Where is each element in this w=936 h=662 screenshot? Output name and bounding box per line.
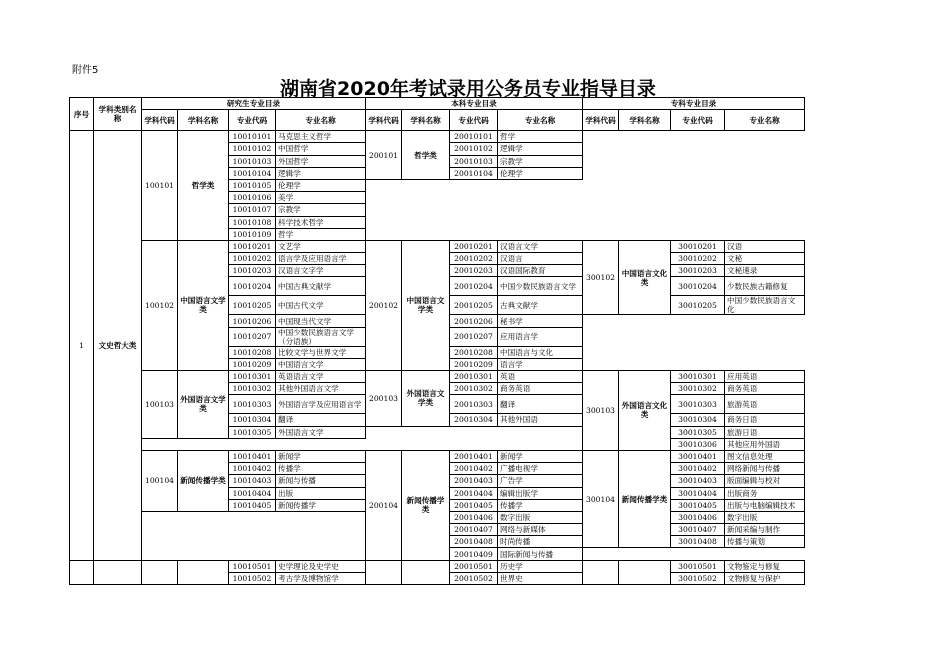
jr-major-name: 其他应用外国语 — [725, 438, 805, 450]
jr-subject-name: 中国语言文化类 — [619, 240, 671, 315]
grad-major-name: 中国古代文学 — [276, 296, 366, 315]
grad-major-code: 10010302 — [229, 383, 276, 395]
category-name-cell-next — [94, 560, 142, 584]
grad-major-code: 10010403 — [229, 475, 276, 487]
major-catalog-table — [69, 97, 805, 585]
jr-subject-name: 外国语言文化类 — [619, 371, 671, 451]
jr-subject-name — [619, 560, 671, 584]
grad-major-name: 中国语言文学 — [276, 358, 366, 370]
jr-major-code: 30010303 — [671, 395, 725, 414]
grad-empty — [142, 438, 366, 450]
jr-major-name: 商务日语 — [725, 414, 805, 426]
seq-cell: 1 — [70, 131, 94, 560]
grad-catalog-header: 研究生专业目录 — [142, 98, 366, 110]
jr-major-name: 文秘 — [725, 253, 805, 265]
grad-major-code: 10010107 — [229, 204, 276, 216]
jr-major-name: 出版与电脑编辑技术 — [725, 499, 805, 511]
jr-major-code: 30010301 — [671, 371, 725, 383]
page-title: 湖南省2020年考试录用公务员专业指导目录 — [280, 78, 656, 100]
subject-name-header: 学科名称 — [178, 110, 229, 131]
jr-major-code: 30010502 — [671, 572, 725, 584]
jr-major-code: 30010408 — [671, 536, 725, 548]
undergrad-catalog-header: 本科专业目录 — [366, 98, 583, 110]
jr-major-name: 图文信息处理 — [725, 450, 805, 462]
grad-subject-code: 100103 — [142, 371, 178, 439]
ug-major-code: 20010402 — [450, 463, 498, 475]
ug-major-code: 20010204 — [450, 277, 498, 296]
jr-empty — [583, 548, 805, 560]
jr-major-code: 30010304 — [671, 414, 725, 426]
jr-major-code: 30010402 — [671, 463, 725, 475]
ug-major-code: 20010408 — [450, 536, 498, 548]
grad-subject-code — [142, 560, 178, 584]
grad-major-name: 哲学 — [276, 228, 366, 240]
ug-major-name: 古典文献学 — [498, 296, 583, 315]
grad-major-code: 10010103 — [229, 155, 276, 167]
ug-major-name: 语言学 — [498, 358, 583, 370]
ug-subject-code: 200103 — [366, 371, 402, 427]
jr-major-name: 少数民族古籍修复 — [725, 277, 805, 296]
grad-major-name: 美学 — [276, 192, 366, 204]
ug-major-name: 中国少数民族语言文学 — [498, 277, 583, 296]
grad-major-name: 宗教学 — [276, 204, 366, 216]
grad-major-code: 10010101 — [229, 131, 276, 143]
jr-major-name: 旅游英语 — [725, 395, 805, 414]
grad-major-name: 比较文学与世界文学 — [276, 346, 366, 358]
ug-major-name: 历史学 — [498, 560, 583, 572]
subject-code-header: 学科代码 — [142, 110, 178, 131]
ug-subject-name: 中国语言文学类 — [402, 240, 450, 370]
ug-major-code: 20010103 — [450, 155, 498, 167]
jr-major-name: 文物鉴定与修复 — [725, 560, 805, 572]
ug-major-code: 20010501 — [450, 560, 498, 572]
jr-major-name: 应用英语 — [725, 371, 805, 383]
jr-major-name: 传播与策划 — [725, 536, 805, 548]
major-name-header: 专业名称 — [276, 110, 366, 131]
subject-code-header: 学科代码 — [366, 110, 402, 131]
grad-major-name: 中国现当代文学 — [276, 315, 366, 327]
ug-subject-code: 200104 — [366, 450, 402, 560]
grad-major-name: 传播学 — [276, 463, 366, 475]
ug-major-name: 应用语言学 — [498, 327, 583, 346]
jr-major-code: 30010406 — [671, 511, 725, 523]
ug-major-code: 20010203 — [450, 265, 498, 277]
grad-major-name: 中国古典文献学 — [276, 277, 366, 296]
grad-subject-code: 100104 — [142, 450, 178, 511]
ug-major-name: 传播学 — [498, 499, 583, 511]
grad-major-code: 10010404 — [229, 487, 276, 499]
ug-major-code: 20010302 — [450, 383, 498, 395]
table-row — [70, 240, 805, 252]
grad-empty — [142, 511, 366, 560]
ug-subject-name: 外国语言文学类 — [402, 371, 450, 427]
grad-major-name: 考古学及博物馆学 — [276, 572, 366, 584]
grad-major-code: 10010501 — [229, 560, 276, 572]
ug-major-code: 20010403 — [450, 475, 498, 487]
ug-major-name: 中国语言与文化 — [498, 346, 583, 358]
grad-major-name: 外国语言文学 — [276, 426, 366, 438]
grad-major-code: 10010108 — [229, 216, 276, 228]
grad-major-code: 10010202 — [229, 253, 276, 265]
ug-major-name: 秘书学 — [498, 315, 583, 327]
ug-major-name: 汉语言 — [498, 253, 583, 265]
ug-major-name: 伦理学 — [498, 167, 583, 179]
grad-major-code: 10010106 — [229, 192, 276, 204]
ug-major-name: 世界史 — [498, 572, 583, 584]
grad-major-name: 语言学及应用语言学 — [276, 253, 366, 265]
grad-major-name: 新闻传播学 — [276, 499, 366, 511]
grad-major-code: 10010502 — [229, 572, 276, 584]
jr-empty — [583, 315, 805, 371]
grad-major-code: 10010109 — [229, 228, 276, 240]
grad-major-name: 文艺学 — [276, 240, 366, 252]
grad-major-code: 10010205 — [229, 296, 276, 315]
ug-major-name: 新闻学 — [498, 450, 583, 462]
grad-major-code: 10010208 — [229, 346, 276, 358]
jr-major-code: 30010306 — [671, 438, 725, 450]
ug-major-name: 商务英语 — [498, 383, 583, 395]
grad-major-name: 中国少数民族语言文学（分语族） — [276, 327, 366, 346]
grad-major-name: 外国哲学 — [276, 155, 366, 167]
jr-major-name: 出版商务 — [725, 487, 805, 499]
grad-major-name: 伦理学 — [276, 179, 366, 191]
ug-subject-code — [366, 560, 402, 584]
ug-major-code: 20010407 — [450, 524, 498, 536]
jr-major-code: 30010205 — [671, 296, 725, 315]
grad-major-name: 出版 — [276, 487, 366, 499]
jr-major-name: 旅游日语 — [725, 426, 805, 438]
catalog-body — [70, 98, 805, 585]
grad-major-name: 翻译 — [276, 414, 366, 426]
jr-major-name: 汉语 — [725, 240, 805, 252]
ug-major-code: 20010101 — [450, 131, 498, 143]
ug-major-name: 广播电视学 — [498, 463, 583, 475]
ug-major-name: 汉语国际教育 — [498, 265, 583, 277]
grad-major-name: 新闻与传播 — [276, 475, 366, 487]
ug-major-name: 时尚传播 — [498, 536, 583, 548]
grad-major-name: 科学技术哲学 — [276, 216, 366, 228]
major-name-header: 专业名称 — [498, 110, 583, 131]
ug-major-code: 20010201 — [450, 240, 498, 252]
seq-header: 序号 — [70, 98, 94, 131]
grad-major-name: 其他外国语言文学 — [276, 383, 366, 395]
jr-empty — [583, 131, 805, 180]
ug-subject-name — [402, 560, 450, 584]
ug-major-name: 翻译 — [498, 395, 583, 414]
ug-major-code: 20010401 — [450, 450, 498, 462]
grad-subject-name: 中国语言文学类 — [178, 240, 229, 370]
ug-major-name: 国际新闻与传播 — [498, 548, 583, 560]
jr-major-code: 30010305 — [671, 426, 725, 438]
jr-major-name: 新闻采编与制作 — [725, 524, 805, 536]
major-code-header: 专业代码 — [671, 110, 725, 131]
ug-major-name: 其他外国语 — [498, 414, 583, 426]
ug-major-code: 20010102 — [450, 143, 498, 155]
jr-major-code: 30010201 — [671, 240, 725, 252]
ug-major-code: 20010206 — [450, 315, 498, 327]
grad-major-code: 10010102 — [229, 143, 276, 155]
ug-major-code: 20010205 — [450, 296, 498, 315]
ug-major-name: 网络与新媒体 — [498, 524, 583, 536]
jr-major-code: 30010407 — [671, 524, 725, 536]
ug-subject-code: 200102 — [366, 240, 402, 370]
jr-major-code: 30010405 — [671, 499, 725, 511]
ug-major-name: 数字出版 — [498, 511, 583, 523]
grad-major-code: 10010301 — [229, 371, 276, 383]
jr-major-name: 文物修复与保护 — [725, 572, 805, 584]
grad-major-code: 10010203 — [229, 265, 276, 277]
header-row — [70, 98, 805, 110]
jr-major-code: 30010404 — [671, 487, 725, 499]
grad-major-code: 10010303 — [229, 395, 276, 414]
table-row — [70, 560, 805, 572]
table-row — [70, 131, 805, 143]
ug-empty — [366, 179, 805, 240]
ug-major-code: 20010207 — [450, 327, 498, 346]
grad-major-name: 英语语言文学 — [276, 371, 366, 383]
ug-subject-name: 哲学类 — [402, 131, 450, 180]
subject-name-header: 学科名称 — [402, 110, 450, 131]
subheader-row — [70, 110, 805, 131]
jr-major-name: 文秘速录 — [725, 265, 805, 277]
ug-subject-code: 200101 — [366, 131, 402, 180]
grad-subject-code: 100102 — [142, 240, 178, 370]
jr-subject-code: 300103 — [583, 371, 619, 451]
junior-catalog-header: 专科专业目录 — [583, 98, 805, 110]
jr-major-code: 30010401 — [671, 450, 725, 462]
ug-empty — [366, 426, 583, 450]
category-name-cell: 文史哲大类 — [94, 131, 142, 560]
major-code-header: 专业代码 — [229, 110, 276, 131]
jr-subject-code: 300104 — [583, 450, 619, 548]
grad-subject-name: 哲学类 — [178, 131, 229, 241]
grad-subject-name — [178, 560, 229, 584]
grad-major-name: 中国哲学 — [276, 143, 366, 155]
grad-major-code: 10010201 — [229, 240, 276, 252]
grad-major-name: 新闻学 — [276, 450, 366, 462]
grad-major-name: 外国语言学及应用语言学 — [276, 395, 366, 414]
grad-major-code: 10010204 — [229, 277, 276, 296]
ug-major-code: 20010104 — [450, 167, 498, 179]
ug-major-code: 20010304 — [450, 414, 498, 426]
jr-major-name: 中国少数民族语言文化 — [725, 296, 805, 315]
ug-major-code: 20010405 — [450, 499, 498, 511]
ug-major-code: 20010409 — [450, 548, 498, 560]
grad-major-code: 10010207 — [229, 327, 276, 346]
jr-major-code: 30010203 — [671, 265, 725, 277]
seq-cell-next — [70, 560, 94, 584]
grad-major-code: 10010209 — [229, 358, 276, 370]
jr-subject-code: 300102 — [583, 240, 619, 315]
ug-major-name: 汉语言文学 — [498, 240, 583, 252]
grad-major-code: 10010305 — [229, 426, 276, 438]
major-code-header: 专业代码 — [450, 110, 498, 131]
table-row — [70, 371, 805, 383]
grad-major-code: 10010206 — [229, 315, 276, 327]
attachment-label: 附件5 — [72, 65, 99, 76]
ug-major-code: 20010301 — [450, 371, 498, 383]
jr-major-code: 30010302 — [671, 383, 725, 395]
grad-major-code: 10010401 — [229, 450, 276, 462]
ug-major-name: 逻辑学 — [498, 143, 583, 155]
jr-major-code: 30010204 — [671, 277, 725, 296]
grad-subject-name: 外国语言文学类 — [178, 371, 229, 439]
ug-major-name: 编辑出版学 — [498, 487, 583, 499]
ug-subject-name: 新闻传播学类 — [402, 450, 450, 560]
jr-major-name: 网络新闻与传播 — [725, 463, 805, 475]
ug-major-code: 20010209 — [450, 358, 498, 370]
grad-major-name: 马克思主义哲学 — [276, 131, 366, 143]
grad-major-name: 汉语言文字学 — [276, 265, 366, 277]
ug-major-code: 20010406 — [450, 511, 498, 523]
ug-major-code: 20010208 — [450, 346, 498, 358]
ug-major-name: 宗教学 — [498, 155, 583, 167]
grad-major-code: 10010304 — [229, 414, 276, 426]
ug-major-code: 20010202 — [450, 253, 498, 265]
subject-code-header: 学科代码 — [583, 110, 619, 131]
jr-major-name: 版面编辑与校对 — [725, 475, 805, 487]
grad-major-name: 史学理论及史学史 — [276, 560, 366, 572]
ug-major-name: 哲学 — [498, 131, 583, 143]
major-name-header: 专业名称 — [725, 110, 805, 131]
jr-major-name: 数字出版 — [725, 511, 805, 523]
grad-major-code: 10010104 — [229, 167, 276, 179]
jr-major-code: 30010403 — [671, 475, 725, 487]
grad-major-name: 逻辑学 — [276, 167, 366, 179]
jr-major-name: 商务英语 — [725, 383, 805, 395]
grad-major-code: 10010105 — [229, 179, 276, 191]
jr-major-code: 30010501 — [671, 560, 725, 572]
ug-major-code: 20010303 — [450, 395, 498, 414]
ug-major-name: 广告学 — [498, 475, 583, 487]
grad-subject-code: 100101 — [142, 131, 178, 241]
jr-subject-code — [583, 560, 619, 584]
ug-major-name: 英语 — [498, 371, 583, 383]
ug-major-code: 20010502 — [450, 572, 498, 584]
grad-major-code: 10010402 — [229, 463, 276, 475]
jr-major-code: 30010202 — [671, 253, 725, 265]
subject-name-header: 学科名称 — [619, 110, 671, 131]
grad-major-code: 10010405 — [229, 499, 276, 511]
jr-subject-name: 新闻传播学类 — [619, 450, 671, 548]
table-row — [70, 450, 805, 462]
grad-subject-name: 新闻传播学类 — [178, 450, 229, 511]
category-name-header: 学科类别名称 — [94, 98, 142, 131]
ug-major-code: 20010404 — [450, 487, 498, 499]
